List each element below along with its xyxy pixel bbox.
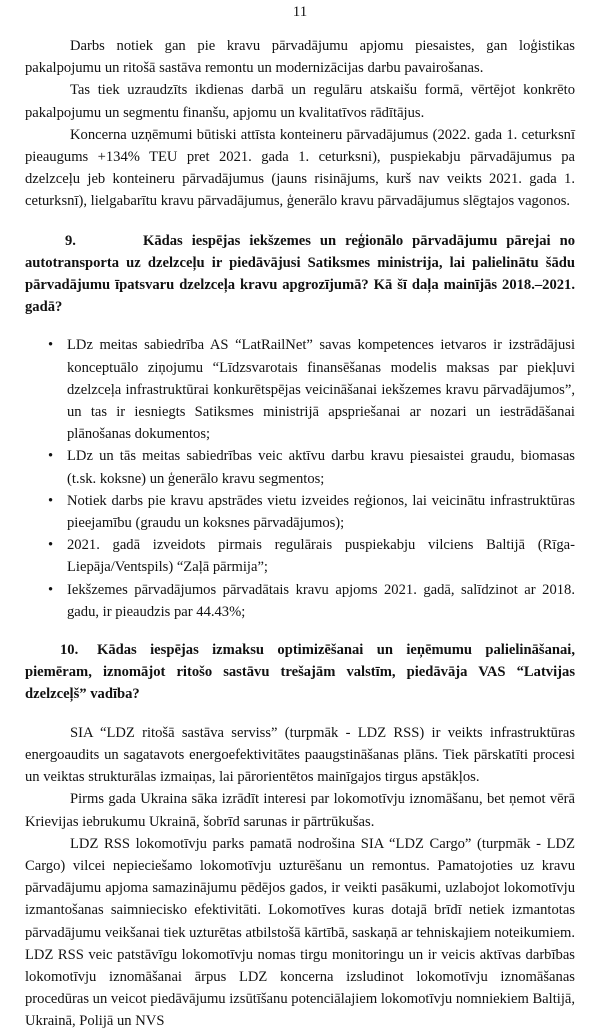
list-item [48, 534, 575, 578]
list-item [48, 579, 575, 623]
list-item [48, 445, 575, 489]
bullet-list [25, 334, 575, 623]
question-9-heading [25, 230, 575, 319]
question-10-heading [25, 639, 575, 706]
list-item-text: Notiek darbs pie kravu apstrādes vietu izveides reģionos, lai veicinātu infrastruktūras pieejamību (graudu un koksnes pārvadājumos); [67, 492, 575, 532]
answer-paragraph-3: LDZ RSS lokomotīvju parks pamatā nodrošina SIA “LDZ Cargo” (turpmāk - LDZ Cargo) vilcei nepieciešamo lokomotīvju uzturēšanu un remontus. Pamatojoties uz kravu pārvadājumu apjoma samazinājumu pēdējos gados, ir veikti pasākumi, uzlabojot lokomotīvju izmantošanas saimniecisko efektivitāti. Lokomotīves kuras dotajā brīdī netiek izmantotas pārvadājumu veikšanai tiek uzturētas atbilstošā kārtībā, saskaņā ar tehniskajiem noteikumiem. LDZ RSS veic patstāvīgu lokomotīvju nomas tirgu monitoringu un ir veicis aktīvas darbības lokomotīvju iznomāšanai ārpus LDZ koncerna izsludinot lokomotīvju iznomāšanas procedūras un veicot piedāvājumu izsūtīšanu potenciālajiem lokomotīvju nomniekiem Baltijā, Ukrainā, Polijā un NVS [25, 835, 575, 1030]
list-item [48, 490, 575, 534]
intro-paragraph-3: Koncerna uzņēmumi būtiski attīsta konteineru pārvadājumus (2022. gada 1. ceturksnī pieaugums +134% TEU pret 2021. gada 1. ceturksni), puspiekabju pārvadājumus pa dzelzceļu jeb konteineru pārvadājumus (jauns risinājums, kurš nav veikts 2021. gada 1. ceturksnī), lielgabarītu kravu pārvadājumus, ģenerālo kravu pārvadājumus slēgtajos vagonos. [25, 126, 575, 210]
answer-paragraph-2: Pirms gada Ukraina sāka izrādīt interesi par lokomotīvju iznomāšanu, bet ņemot vērā Krievijas iebrukumu Ukrainā, šobrīd sarunas ir pārtrūkušas. [25, 791, 575, 830]
question-9-number: 9. [65, 232, 76, 249]
list-item-text: LDz un tās meitas sabiedrības veic aktīvu darbu kravu piesaistei graudu, biomasas (t.sk. koksne) un ģenerālo kravu segmentos; [67, 448, 575, 487]
bullet-icon: • [48, 581, 54, 598]
list-item-text: Iekšzemes pārvadājumos pārvadātais kravu apjoms 2021. gadā, salīdzinot ar 2018. gadu, ir pieaudzis par 44.43%; [67, 581, 575, 620]
answer-paragraph-1: SIA “LDZ ritošā sastāva serviss” (turpmāk - LDZ RSS) ir veikts infrastruktūras energoaudits un sagatavots energoefektivitātes paaugstināšanas plāns. Tiek pārskatīti procesi un veiktas strukturālas izmaiņas, lai pārorientētos mainīgajos tirgus apstākļos. [25, 724, 575, 786]
intro-paragraph-1: Darbs notiek gan pie kravu pārvadājumu apjomu piesaistes, gan loģistikas pakalpojumu un ritošā sastāva remontu un modernizācijas darbu pavairošanas. [25, 38, 575, 77]
list-item [48, 334, 575, 445]
page-number: 11 [292, 4, 308, 20]
spacer [25, 706, 575, 722]
list-item-text: 2021. gadā izveidots pirmais regulārais puspiekabju vilciens Baltijā (Rīga-Liepāja/Ventspils) “Zaļā pārmija”; [67, 537, 575, 576]
bullet-icon: • [48, 492, 54, 509]
question-10-number: 10. [60, 642, 79, 659]
intro-paragraph-2: Tas tiek uzraudzīts ikdienas darbā un regulāru atskaišu formā, vērtējot konkrēto pakalpojumu un segmentu finanšu, apjomu un kvalitatīvos rādītājus. [25, 82, 575, 121]
bullet-icon: • [48, 448, 54, 465]
list-item-text: LDz meitas sabiedrība AS “LatRailNet” savas kompetences ietvaros ir izstrādājusi konceptuālo ziņojumu “Līdzsvarotais finansēšanas modelis maksas par piekļuvi dzelzceļa infrastruktūrai konkurētspējas veicināšanai iekšzemes kravu pārvadājumos”, un tas ir iesniegts Satiksmes ministrijā apspriešanai ar nozari un iestrādāšanai plānošanas dokumentos; [67, 337, 575, 443]
bullet-icon: • [48, 537, 54, 554]
bullet-icon: • [48, 337, 54, 354]
question-9-text: Kādas iespējas iekšzemes un reģionālo pārvadājumu pārejai no autotransporta uz dzelzceļu ir piedāvājusi Satiksmes ministrija, lai palielinātu šādu pārvadājumu īpatsvaru dzelzceļa kravu apgrozījumā? Kā šī daļa mainījās 2018.–2021. gadā? [25, 232, 575, 316]
document-body [25, 35, 575, 1033]
question-10-text: Kādas iespējas izmaksu optimizēšanai un ieņēmumu palielināšanai, piemēram, iznomājot ritošo sastāvu trešajām valstīm, piedāvāja VAS “Latvijas dzelzceļš” vadība? [25, 642, 575, 703]
